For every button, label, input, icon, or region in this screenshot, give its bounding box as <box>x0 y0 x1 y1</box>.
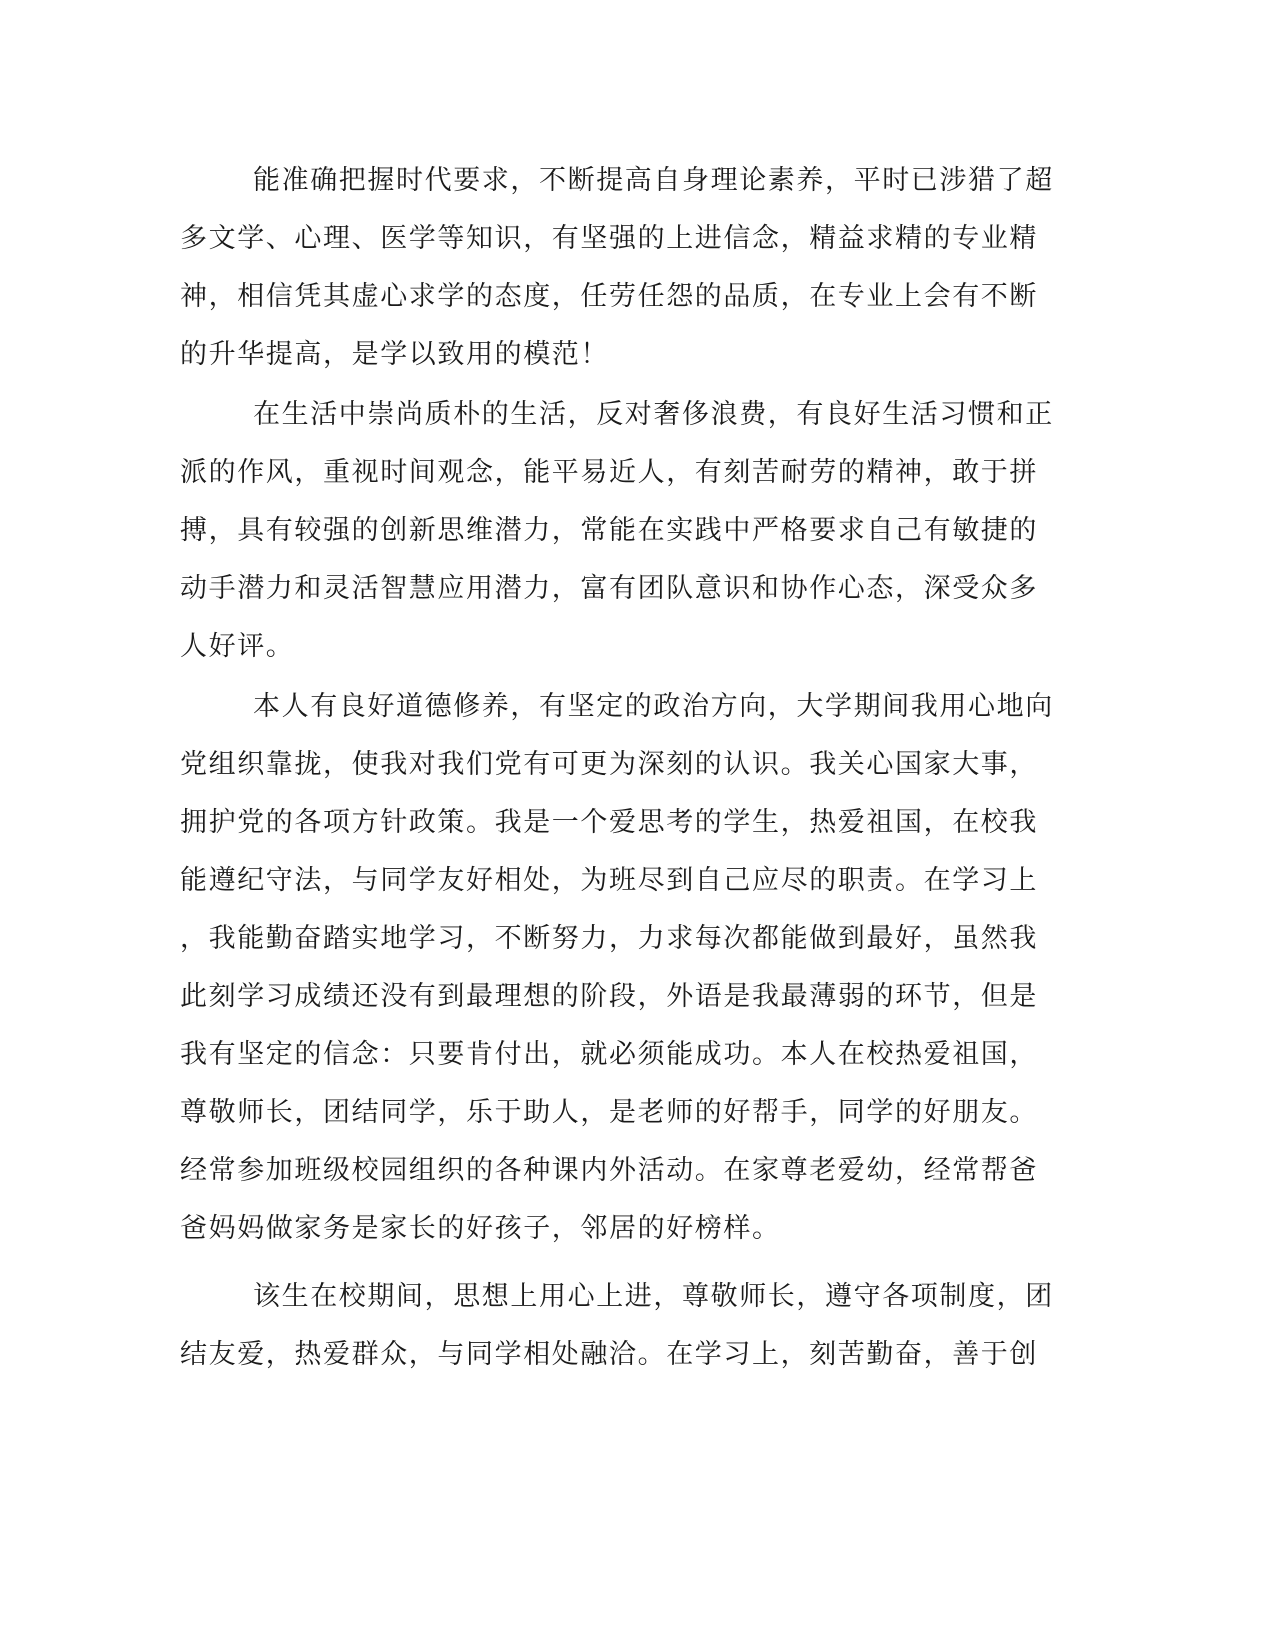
text-line: 神，相信凭其虚心求学的态度，任劳任怨的品质，在专业上会有不断 <box>180 281 1038 312</box>
text-line: 爸妈妈做家务是家长的好孩子，邻居的好榜样。 <box>180 1213 781 1244</box>
text-line: 结友爱，热爱群众，与同学相处融洽。在学习上，刻苦勤奋，善于创 <box>180 1339 1038 1370</box>
text-line: ，我能勤奋踏实地学习，不断努力，力求每次都能做到最好，虽然我 <box>180 923 1038 954</box>
text-line: 动手潜力和灵活智慧应用潜力，富有团队意识和协作心态，深受众多 <box>180 573 1038 604</box>
text-line: 尊敬师长，团结同学，乐于助人，是老师的好帮手，同学的好朋友。 <box>180 1097 1038 1128</box>
text-line: 本人有良好道德修养，有坚定的政治方向，大学期间我用心地向 <box>253 691 1054 722</box>
text-line: 此刻学习成绩还没有到最理想的阶段，外语是我最薄弱的环节，但是 <box>180 981 1038 1012</box>
text-line: 拥护党的各项方针政策。我是一个爱思考的学生，热爱祖国，在校我 <box>180 807 1038 838</box>
text-line: 能准确把握时代要求，不断提高自身理论素养，平时已涉猎了超 <box>253 165 1054 196</box>
text-line: 的升华提高，是学以致用的模范！ <box>180 339 609 370</box>
text-line: 经常参加班级校园组织的各种课内外活动。在家尊老爱幼，经常帮爸 <box>180 1155 1038 1186</box>
text-line: 党组织靠拢，使我对我们党有可更为深刻的认识。我关心国家大事， <box>180 749 1038 780</box>
text-line: 在生活中崇尚质朴的生活，反对奢侈浪费，有良好生活习惯和正 <box>253 399 1054 430</box>
text-line: 我有坚定的信念：只要肯付出，就必须能成功。本人在校热爱祖国， <box>180 1039 1038 1070</box>
text-line: 人好评。 <box>180 631 295 662</box>
text-line: 该生在校期间，思想上用心上进，尊敬师长，遵守各项制度，团 <box>253 1281 1054 1312</box>
text-line: 搏，具有较强的创新思维潜力，常能在实践中严格要求自己有敏捷的 <box>180 515 1038 546</box>
text-line: 派的作风，重视时间观念，能平易近人，有刻苦耐劳的精神，敢于拼 <box>180 457 1038 488</box>
text-line: 多文学、心理、医学等知识，有坚强的上进信念，精益求精的专业精 <box>180 223 1038 254</box>
text-line: 能遵纪守法，与同学友好相处，为班尽到自己应尽的职责。在学习上 <box>180 865 1038 896</box>
